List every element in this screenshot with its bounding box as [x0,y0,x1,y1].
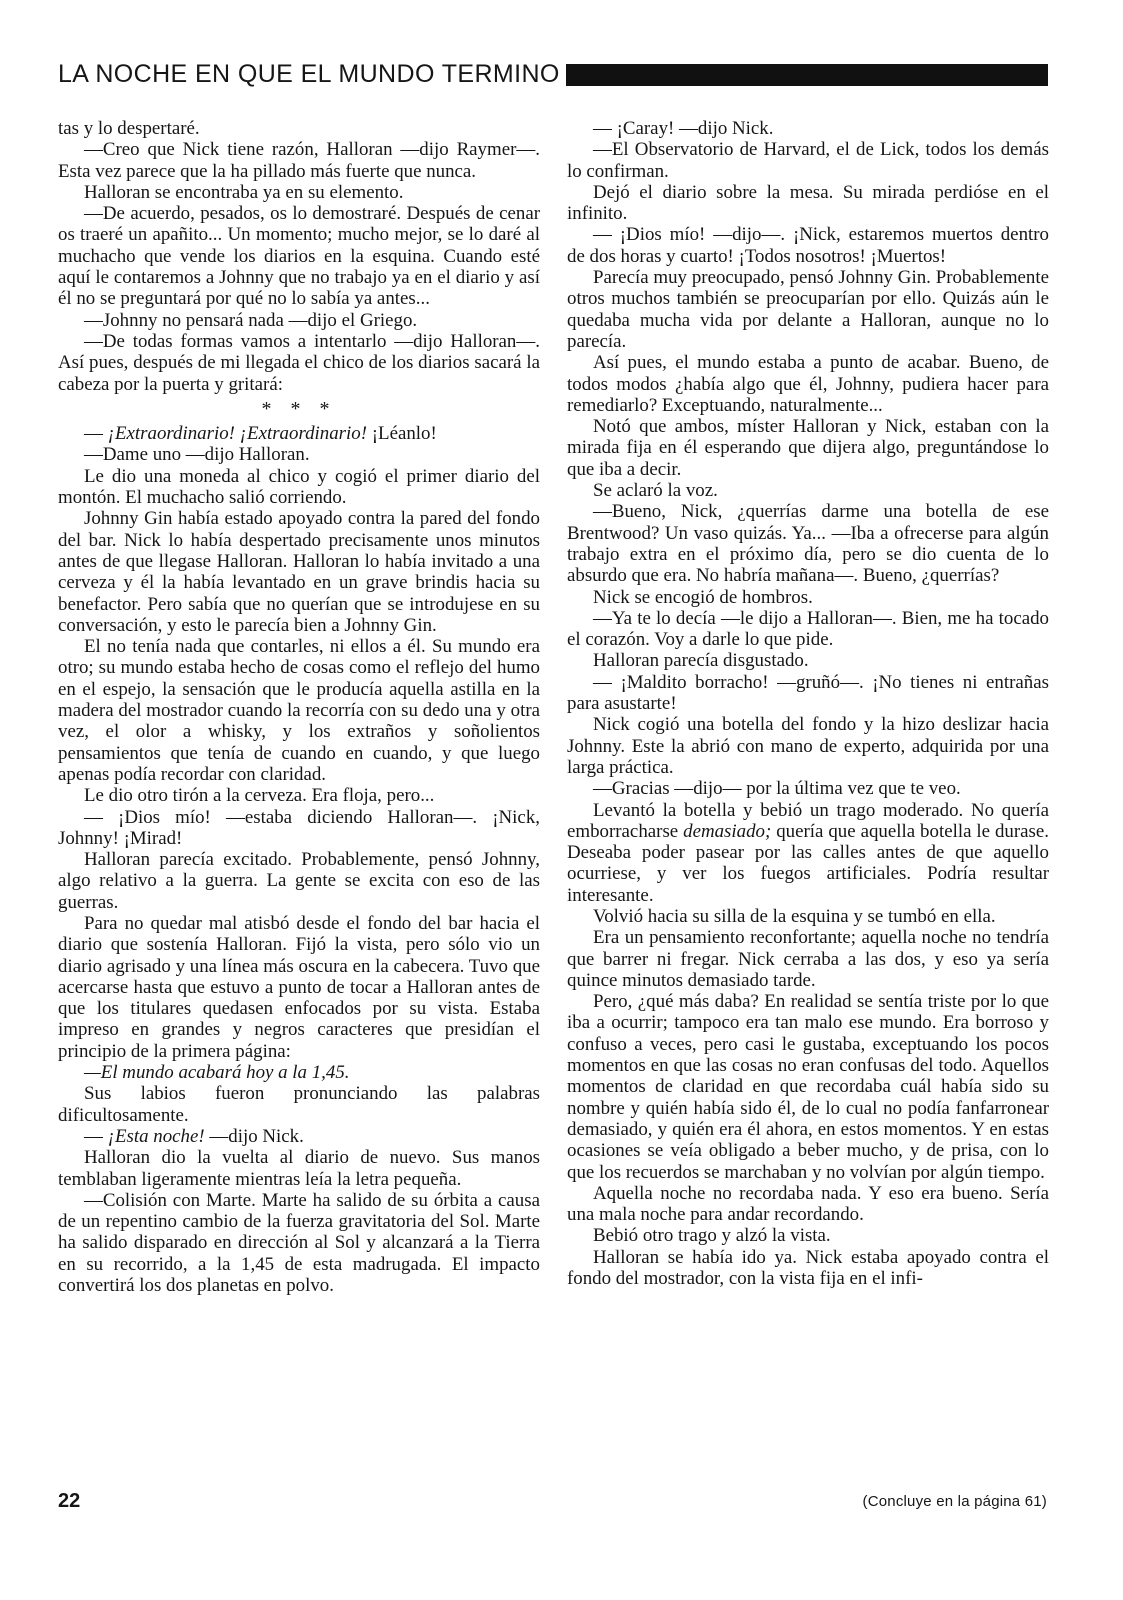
paragraph: Para no quedar mal atisbó desde el fondo del bar hacia el diario que sostenía Halloran. Fijó la vista, pero sólo vio un diario agrisado y una línea más oscura en la cabecera. Tuvo que acercarse hasta que estuvo a punto de tocar a Halloran antes de que los titulares quedasen enfocados por su vista. Estaba impreso en grandes y negros caracteres que presidían el principio de la primera página: [58,912,540,1062]
paragraph: Dejó el diario sobre la mesa. Su mirada perdióse en el infinito. [567,181,1049,225]
paragraph: Nick cogió una botella del fondo y la hizo deslizar hacia Johnny. Este la abrió con mano de experto, adquirida por una larga práctica. [567,714,1049,778]
paragraph: — ¡Esta noche! —dijo Nick. [84,1125,304,1147]
paragraph: Le dio una moneda al chico y cogió el primer diario del montón. El muchacho salió corriendo. [58,465,540,509]
paragraph: —Dame uno —dijo Halloran. [84,444,310,466]
header-rule-bar [566,64,1048,86]
paragraph: —Creo que Nick tiene razón, Halloran —dijo Raymer—. Esta vez parece que la ha pillado más fuerte que nunca. [58,139,540,182]
paragraph: El no tenía nada que contarles, ni ellos a él. Su mundo era otro; su mundo estaba hecho de cosas como el reflejo del humo en el espejo, la sensación que le producía aquella astilla en la madera del mostrador cuando la recorría con su dedo una y otra vez, el olor a whisky, y los extraños y soñolientos pensamientos que tenía de cuando en cuando, y que luego apenas podía recordar con claridad. [58,636,540,785]
paragraph: —Johnny no pensará nada —dijo el Griego. [84,309,418,331]
paragraph: Halloran parecía excitado. Probablemente, pensó Johnny, algo relativo a la guerra. La gente se excita con eso de las guerras. [58,849,540,913]
paragraph: Nick se encogió de hombros. [593,586,813,608]
continued-note: (Concluye en la página 61) [862,1493,1047,1510]
paragraph: — ¡Dios mío! —dijo—. ¡Nick, estaremos muertos dentro de dos horas y cuarto! ¡Todos nosotros! ¡Muertos! [567,224,1049,267]
headline-quote: —El mundo acabará hoy a la 1,45. [84,1062,350,1084]
paragraph: Pero, ¿qué más daba? En realidad se sentía triste por lo que iba a ocurrir; tampoco era tan malo ese mundo. Era borroso y confuso a veces, pero casi le gustaba, exceptuando los pocos momentos en que las cosas no eran confusas del todo. Aquellos momentos de claridad en que recordaba cuál había sido su nombre y quién había sido él, de lo cual no podía fanfarronear demasiado, y quién era él ahora, en estos momentos. Y en estas ocasiones se veía obligado a beber mucho, y de prisa, con lo que los recuerdos se marchaban y no volvían por algún tiempo. [567,991,1049,1183]
right-column [567,118,1049,1289]
paragraph: Le dio otro tirón a la cerveza. Era floja, pero... [84,785,435,807]
page-header [58,58,1048,88]
paragraph: Halloran parecía disgustado. [593,650,809,672]
paragraph: — ¡Caray! —dijo Nick. [593,118,774,139]
paragraph: Volvió hacia su silla de la esquina y se tumbó en ella. [593,905,996,927]
paragraph: Bebió otro trago y alzó la vista. [593,1225,831,1247]
paragraph: — ¡Extraordinario! ¡Extraordinario! ¡Léanlo! [84,423,437,445]
paragraph: Levantó la botella y bebió un trago moderado. No quería emborracharse demasiado; quería que aquella botella le durase. Deseaba poder pasear por las calles antes de que aquello ocurriese, y ver los fuegos artificiales. Podría resultar interesante. [567,799,1049,906]
paragraph: Así pues, el mundo estaba a punto de acabar. Bueno, de todos modos ¿había algo que él, Johnny, pudiera hacer para remediarlo? Exceptuando, naturalmente... [567,352,1049,416]
paragraph: —Gracias —dijo— por la última vez que te veo. [593,778,961,800]
paragraph: —Ya te lo decía —le dijo a Halloran—. Bien, me ha tocado el corazón. Voy a darle lo que pide. [567,607,1049,651]
paragraph: —De acuerdo, pesados, os lo demostraré. Después de cenar os traeré un apañito... Un momento; mucho mejor, se lo daré al muchacho que vende los diarios en la esquina. Cuando esté aquí le contaremos a Johnny que no trabajo ya en el diario y así él no se preguntará por qué no lo sabía ya antes... [58,203,540,310]
italic-text: ¡Extraordinario! ¡Extraordinario! [107,423,368,445]
paragraph: Johnny Gin había estado apoyado contra la pared del fondo del bar. Nick lo había despertado precisamente unos minutos antes de que llegase Halloran. Halloran lo había invitado a una cerveza y él la había levantado en un grave brindis hacia su benefactor. Pero sabía que no querían que se introdujese en su conversación, y esto le parecía bien a Johnny Gin. [58,508,540,636]
paragraph: Halloran dio la vuelta al diario de nuevo. Sus manos temblaban ligeramente mientras leía la letra pequeña. [58,1147,540,1190]
paragraph: Era un pensamiento reconfortante; aquella noche no tendría que barrer ni fregar. Nick cerraba a las dos, y eso ya sería quince minutos demasiado tarde. [567,927,1049,991]
paragraph: Sus labios fueron pronunciando las palabras dificultosamente. [58,1083,540,1126]
paragraph: Aquella noche no recordaba nada. Y eso era bueno. Sería una mala noche para andar recordando. [567,1182,1049,1226]
running-head: LA NOCHE EN QUE EL MUNDO TERMINO [58,60,560,88]
paragraph: —De todas formas vamos a intentarlo —dijo Halloran—. Así pues, después de mi llegada el chico de los diarios sacará la cabeza por la puerta y gritará: [58,330,540,395]
paragraph: Notó que ambos, míster Halloran y Nick, estaban con la mirada fija en él esperando que dijera algo, preguntándose lo que iba a decir. [567,416,1049,480]
paragraph: —El Observatorio de Harvard, el de Lick, todos los demás lo confirman. [567,139,1049,182]
paragraph: Halloran se había ido ya. Nick estaba apoyado contra el fondo del mostrador, con la vista fija en el infi- [567,1246,1049,1290]
paragraph: Se aclaró la voz. [593,480,718,502]
paragraph: Parecía muy preocupado, pensó Johnny Gin. Probablemente otros muchos también se preocuparían por ello. Quizás aún le quedaba mucha vida por delante a Halloran, aunque no lo parecía. [567,267,1049,352]
paragraph: — ¡Maldito borracho! —gruñó—. ¡No tienes ni entrañas para asustarte! [567,671,1049,715]
paragraph: — ¡Dios mío! —estaba diciendo Halloran—. ¡Nick, Johnny! ¡Mirad! [58,806,540,849]
section-separator: * * * [261,397,337,420]
paragraph: Halloran se encontraba ya en su elemento. [84,181,404,203]
paragraph: —Colisión con Marte. Marte ha salido de su órbita a causa de un repentino cambio de la fuerza gravitatoria del Sol. Marte ha salido disparado en dirección al Sol y alcanzará a la Tierra en su recorrido, a la 1,45 de esta madrugada. El impacto convertirá los dos planetas en polvo. [58,1189,540,1297]
italic-text: ¡Esta noche! [107,1125,205,1147]
paragraph: tas y lo despertaré. [58,118,200,139]
page-number: 22 [58,1490,81,1512]
left-column [58,118,540,1296]
paragraph: —Bueno, Nick, ¿querrías darme una botella de ese Brentwood? Un vaso quizás. Ya... —Iba a ofrecerse para algún trabajo extra en el próximo día, pero se dio cuenta de lo absurdo que era. No habría mañana—. Bueno, ¿querrías? [567,501,1049,587]
italic-text: demasiado; [683,820,772,842]
